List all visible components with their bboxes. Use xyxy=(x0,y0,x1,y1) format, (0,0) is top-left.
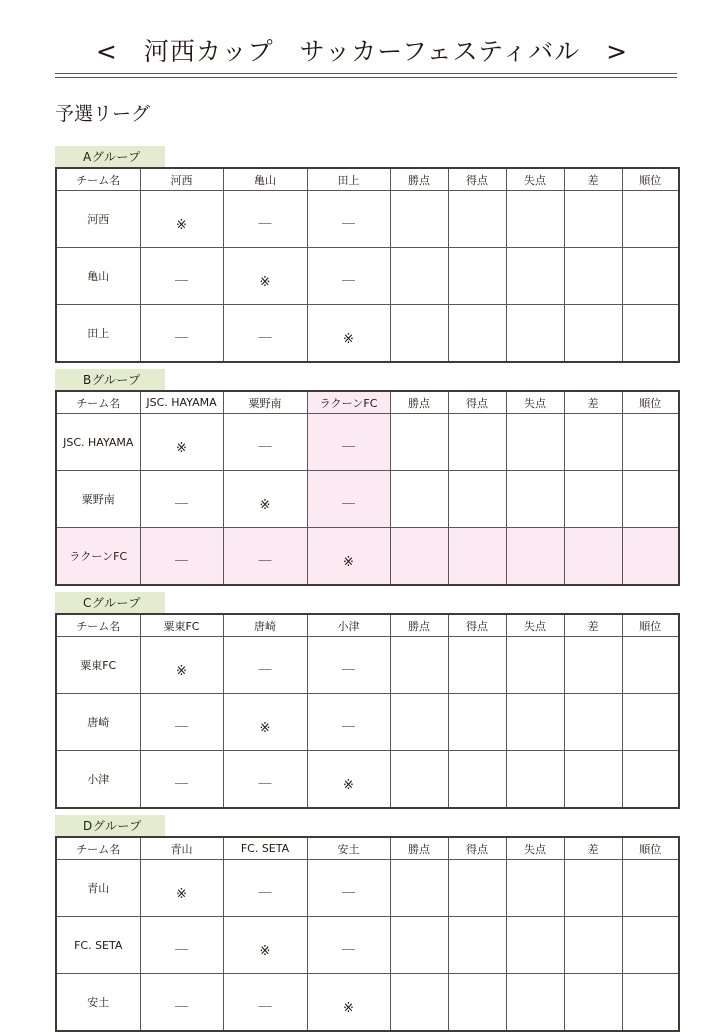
match-result-cell[interactable]: ＿ xyxy=(140,694,223,751)
header-opponent: 安土 xyxy=(307,837,390,860)
self-match-cell[interactable]: ※ xyxy=(140,637,223,694)
header-stat: 得点 xyxy=(448,837,506,860)
row-team-name: 河西 xyxy=(56,191,140,248)
header-opponent: 粟東FC xyxy=(140,614,223,637)
table-row xyxy=(56,860,679,917)
stat-cell[interactable] xyxy=(390,191,448,248)
stat-cell[interactable] xyxy=(506,471,564,528)
title-rule-top xyxy=(55,73,677,74)
stat-cell[interactable] xyxy=(564,694,622,751)
table-row xyxy=(56,191,679,248)
stat-cell[interactable] xyxy=(390,974,448,1032)
league-table xyxy=(55,167,680,363)
stat-cell[interactable] xyxy=(564,860,622,917)
stat-cell[interactable] xyxy=(448,471,506,528)
stat-cell[interactable] xyxy=(506,751,564,809)
row-team-name: 唐崎 xyxy=(56,694,140,751)
stat-cell[interactable] xyxy=(390,694,448,751)
table-row xyxy=(56,528,679,586)
stat-cell[interactable] xyxy=(506,694,564,751)
self-match-cell[interactable]: ※ xyxy=(307,528,390,586)
stat-cell[interactable] xyxy=(622,637,679,694)
match-result-cell[interactable]: ＿ xyxy=(140,305,223,363)
match-result-cell[interactable]: ＿ xyxy=(307,191,390,248)
stat-cell[interactable] xyxy=(506,974,564,1032)
table-row xyxy=(56,974,679,1032)
self-match-cell[interactable]: ※ xyxy=(223,694,307,751)
match-result-cell[interactable]: ＿ xyxy=(223,751,307,809)
table-row xyxy=(56,305,679,363)
row-team-name: JSC. HAYAMA xyxy=(56,414,140,471)
group-label: Dグループ xyxy=(55,815,165,836)
header-stat: 順位 xyxy=(622,614,679,637)
group-3 xyxy=(55,815,678,1032)
match-result-cell[interactable]: ＿ xyxy=(140,974,223,1032)
league-table xyxy=(55,613,680,809)
stat-cell[interactable] xyxy=(390,414,448,471)
match-result-cell[interactable]: ＿ xyxy=(140,751,223,809)
header-team-name: チーム名 xyxy=(56,168,140,191)
page-title: < 河西カップ サッカーフェスティバル > xyxy=(95,37,629,66)
header-stat: 順位 xyxy=(622,391,679,414)
row-team-name: 粟野南 xyxy=(56,471,140,528)
stat-cell[interactable] xyxy=(622,974,679,1032)
header-stat: 勝点 xyxy=(390,614,448,637)
stat-cell[interactable] xyxy=(390,917,448,974)
self-match-cell[interactable]: ※ xyxy=(307,305,390,363)
stat-cell[interactable] xyxy=(622,528,679,586)
match-result-cell[interactable]: ＿ xyxy=(307,860,390,917)
match-result-cell[interactable]: ＿ xyxy=(223,305,307,363)
match-result-cell[interactable]: ＿ xyxy=(307,917,390,974)
stat-cell[interactable] xyxy=(622,917,679,974)
header-stat: 勝点 xyxy=(390,837,448,860)
stat-cell[interactable] xyxy=(622,860,679,917)
stat-cell[interactable] xyxy=(622,305,679,363)
stat-cell[interactable] xyxy=(564,917,622,974)
stat-cell[interactable] xyxy=(564,414,622,471)
stat-cell[interactable] xyxy=(506,917,564,974)
table-row xyxy=(56,414,679,471)
header-stat: 得点 xyxy=(448,168,506,191)
stat-cell[interactable] xyxy=(448,751,506,809)
league-table xyxy=(55,836,680,1032)
header-opponent: 粟野南 xyxy=(223,391,307,414)
stat-cell[interactable] xyxy=(390,637,448,694)
header-stat: 差 xyxy=(564,614,622,637)
stat-cell[interactable] xyxy=(448,528,506,586)
section-title: 予選リーグ xyxy=(55,103,151,125)
table-row xyxy=(56,694,679,751)
group-label: Bグループ xyxy=(55,369,165,390)
stat-cell[interactable] xyxy=(390,471,448,528)
match-result-cell[interactable]: ＿ xyxy=(307,694,390,751)
stat-cell[interactable] xyxy=(564,471,622,528)
self-match-cell[interactable]: ※ xyxy=(223,917,307,974)
stat-cell[interactable] xyxy=(390,860,448,917)
league-table xyxy=(55,390,680,586)
row-team-name: 小津 xyxy=(56,751,140,809)
header-stat: 失点 xyxy=(506,614,564,637)
header-opponent: FC. SETA xyxy=(223,837,307,860)
stat-cell[interactable] xyxy=(622,248,679,305)
stat-cell[interactable] xyxy=(448,917,506,974)
header-stat: 失点 xyxy=(506,168,564,191)
stat-cell[interactable] xyxy=(448,191,506,248)
match-result-cell[interactable]: ＿ xyxy=(307,248,390,305)
match-result-cell[interactable]: ＿ xyxy=(307,471,390,528)
header-stat: 差 xyxy=(564,837,622,860)
match-result-cell[interactable]: ＿ xyxy=(223,414,307,471)
group-0 xyxy=(55,146,678,363)
self-match-cell[interactable]: ※ xyxy=(140,191,223,248)
row-team-name: 亀山 xyxy=(56,248,140,305)
header-stat: 勝点 xyxy=(390,168,448,191)
header-stat: 失点 xyxy=(506,837,564,860)
title-rule-bottom xyxy=(55,77,677,78)
header-opponent: 青山 xyxy=(140,837,223,860)
header-stat: 勝点 xyxy=(390,391,448,414)
row-team-name: 田上 xyxy=(56,305,140,363)
table-row xyxy=(56,917,679,974)
header-stat: 順位 xyxy=(622,837,679,860)
header-opponent: 唐崎 xyxy=(223,614,307,637)
stat-cell[interactable] xyxy=(448,860,506,917)
stat-cell[interactable] xyxy=(622,191,679,248)
match-result-cell[interactable]: ＿ xyxy=(223,637,307,694)
header-stat: 得点 xyxy=(448,391,506,414)
stat-cell[interactable] xyxy=(448,248,506,305)
table-row xyxy=(56,751,679,809)
header-stat: 差 xyxy=(564,391,622,414)
stat-cell[interactable] xyxy=(564,305,622,363)
stat-cell[interactable] xyxy=(564,974,622,1032)
group-label: Aグループ xyxy=(55,146,165,167)
stat-cell[interactable] xyxy=(622,414,679,471)
header-opponent: 河西 xyxy=(140,168,223,191)
stat-cell[interactable] xyxy=(448,974,506,1032)
match-result-cell[interactable]: ＿ xyxy=(223,191,307,248)
match-result-cell[interactable]: ＿ xyxy=(307,414,390,471)
self-match-cell[interactable]: ※ xyxy=(223,248,307,305)
header-team-name: チーム名 xyxy=(56,614,140,637)
match-result-cell[interactable]: ＿ xyxy=(140,917,223,974)
stat-cell[interactable] xyxy=(564,528,622,586)
match-result-cell[interactable]: ＿ xyxy=(140,248,223,305)
stat-cell[interactable] xyxy=(390,248,448,305)
stat-cell[interactable] xyxy=(506,248,564,305)
header-stat: 失点 xyxy=(506,391,564,414)
header-opponent: JSC. HAYAMA xyxy=(140,391,223,414)
self-match-cell[interactable]: ※ xyxy=(140,414,223,471)
table-row xyxy=(56,637,679,694)
group-2 xyxy=(55,592,678,809)
header-opponent: 小津 xyxy=(307,614,390,637)
row-team-name: 粟東FC xyxy=(56,637,140,694)
header-stat: 差 xyxy=(564,168,622,191)
stat-cell[interactable] xyxy=(506,414,564,471)
stat-cell[interactable] xyxy=(390,751,448,809)
row-team-name: 安土 xyxy=(56,974,140,1032)
self-match-cell[interactable]: ※ xyxy=(307,751,390,809)
stat-cell[interactable] xyxy=(506,637,564,694)
row-team-name: ラクーンFC xyxy=(56,528,140,586)
self-match-cell[interactable]: ※ xyxy=(140,860,223,917)
header-opponent: ラクーンFC xyxy=(307,391,390,414)
stat-cell[interactable] xyxy=(622,471,679,528)
stat-cell[interactable] xyxy=(390,528,448,586)
row-team-name: FC. SETA xyxy=(56,917,140,974)
match-result-cell[interactable]: ＿ xyxy=(223,860,307,917)
stat-cell[interactable] xyxy=(448,637,506,694)
stat-cell[interactable] xyxy=(506,860,564,917)
self-match-cell[interactable]: ※ xyxy=(223,471,307,528)
stat-cell[interactable] xyxy=(506,528,564,586)
header-opponent: 田上 xyxy=(307,168,390,191)
group-label: Cグループ xyxy=(55,592,165,613)
header-team-name: チーム名 xyxy=(56,837,140,860)
header-team-name: チーム名 xyxy=(56,391,140,414)
stat-cell[interactable] xyxy=(564,751,622,809)
table-row xyxy=(56,248,679,305)
match-result-cell[interactable]: ＿ xyxy=(140,528,223,586)
stat-cell[interactable] xyxy=(448,694,506,751)
stat-cell[interactable] xyxy=(448,305,506,363)
header-opponent: 亀山 xyxy=(223,168,307,191)
table-row xyxy=(56,471,679,528)
stat-cell[interactable] xyxy=(390,305,448,363)
self-match-cell[interactable]: ※ xyxy=(307,974,390,1032)
row-team-name: 青山 xyxy=(56,860,140,917)
stat-cell[interactable] xyxy=(506,191,564,248)
stat-cell[interactable] xyxy=(448,414,506,471)
match-result-cell[interactable]: ＿ xyxy=(307,637,390,694)
stat-cell[interactable] xyxy=(506,305,564,363)
group-1 xyxy=(55,369,678,586)
stat-cell[interactable] xyxy=(564,248,622,305)
stat-cell[interactable] xyxy=(564,191,622,248)
header-stat: 順位 xyxy=(622,168,679,191)
match-result-cell[interactable]: ＿ xyxy=(223,974,307,1032)
stat-cell[interactable] xyxy=(622,694,679,751)
stat-cell[interactable] xyxy=(564,637,622,694)
header-stat: 得点 xyxy=(448,614,506,637)
match-result-cell[interactable]: ＿ xyxy=(223,528,307,586)
match-result-cell[interactable]: ＿ xyxy=(140,471,223,528)
stat-cell[interactable] xyxy=(622,751,679,809)
